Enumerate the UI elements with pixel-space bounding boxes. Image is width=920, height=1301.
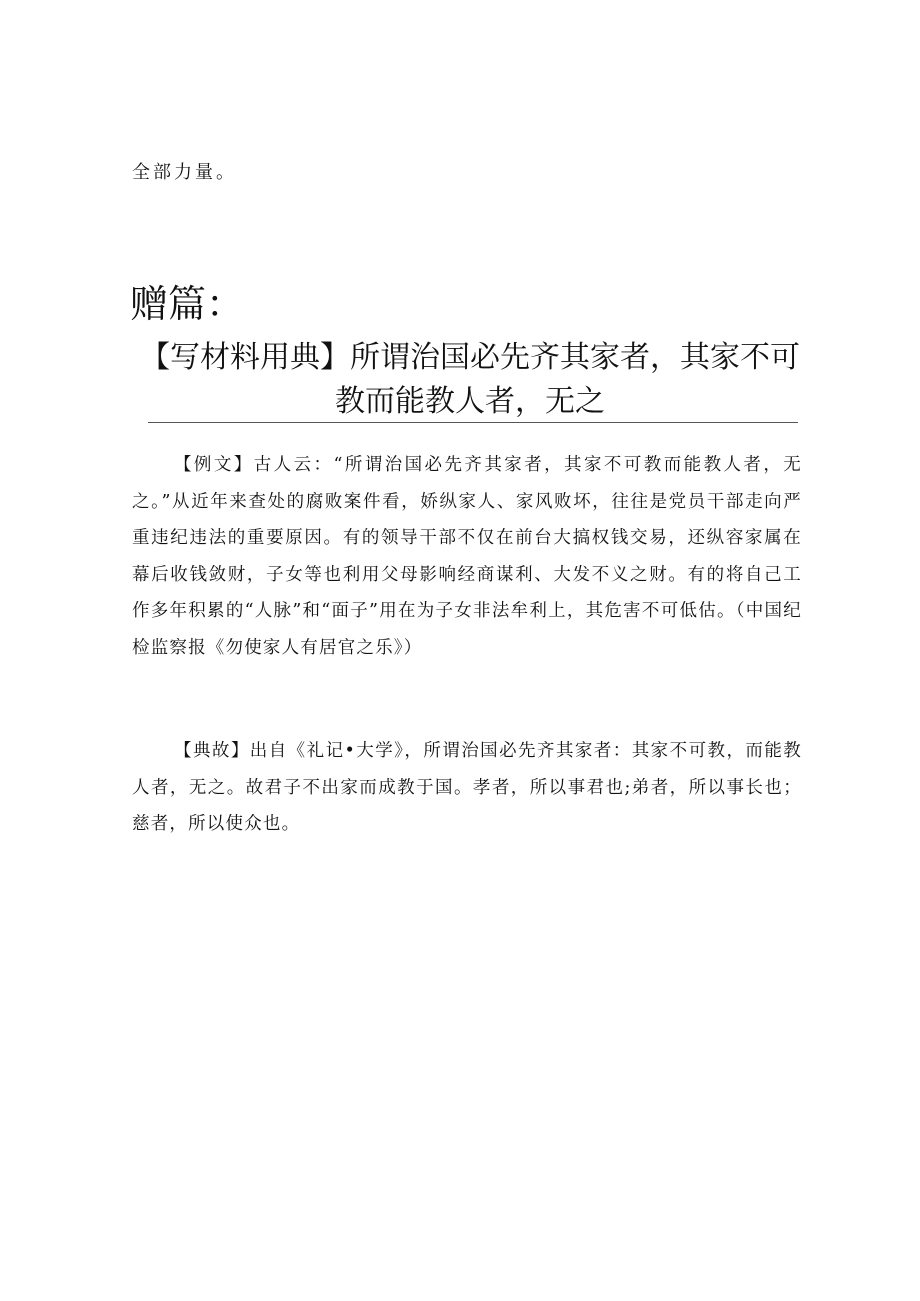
title-divider [148, 422, 798, 423]
gift-section-label: 赠篇： [130, 282, 245, 326]
article-title: 【写材料用典】所谓治国必先齐其家者，其家不可教而能教人者，无之 [140, 340, 800, 419]
carry-over-text: 全部力量。 [132, 162, 237, 183]
allusion-paragraph: 【典故】出自《礼记•大学》，所谓治国必先齐其家者：其家不可教，而能教人者，无之。故君子不出家而成教于国。孝者，所以事君也;弟者，所以事长也；慈者，所以使众也。 [132, 741, 802, 834]
example-paragraph: 【例文】古人云：“所谓治国必先齐其家者，其家不可教而能教人者，无之。”从近年来查处的腐败案件看，娇纵家人、家风败坏，往往是党员干部走向严重违纪违法的重要原因。有的领导干部不仅在前台大搞权钱交易，还纵容家属在幕后收钱敛财，子女等也利用父母影响经商谋利、大发不义之财。有的将自己工作多年积累的“人脉”和“面子”用在为子女非法牟利上，其危害不可低估。（中国纪检监察报《勿使家人有居官之乐》） [132, 455, 802, 658]
